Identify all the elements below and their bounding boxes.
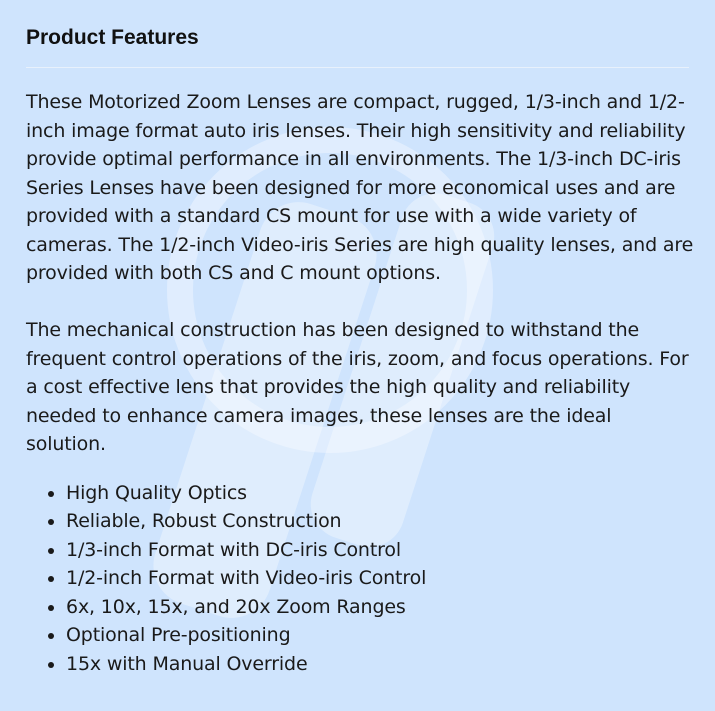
intro-paragraph: These Motorized Zoom Lenses are compact, rugged, 1/3-inch and 1/2-inch image format auto iris lenses. Their high sensitivity and reliability provide optimal performance in all environments. The 1/3-inch DC-iris Series Lenses have been designed for more economical uses and are provided with a standard CS mount for use with a wide variety of cameras. The 1/2-inch Video-iris Series are high quality lenses, and are provided with both CS and C mount options. bbox=[26, 91, 694, 284]
title-divider bbox=[26, 67, 689, 68]
list-item: • Reliable, Robust Construction bbox=[66, 507, 696, 536]
list-item: • 6x, 10x, 15x, and 20x Zoom Ranges bbox=[66, 593, 696, 622]
list-item: • 1/3-inch Format with DC-iris Control bbox=[66, 536, 696, 565]
section-title: Product Features bbox=[26, 26, 199, 49]
list-item: • 15x with Manual Override bbox=[66, 650, 696, 679]
list-item: • Optional Pre-positioning bbox=[66, 621, 696, 650]
content-body bbox=[26, 88, 696, 678]
construction-paragraph: The mechanical construction has been designed to withstand the frequent control operations of the iris, zoom, and focus operations. For a cost effective lens that provides the high quality and reliability needed to enhance camera images, these lenses are the ideal solution. bbox=[26, 319, 689, 455]
features-list bbox=[26, 479, 696, 679]
list-item: • High Quality Optics bbox=[66, 479, 696, 508]
list-item: • 1/2-inch Format with Video-iris Control bbox=[66, 564, 696, 593]
